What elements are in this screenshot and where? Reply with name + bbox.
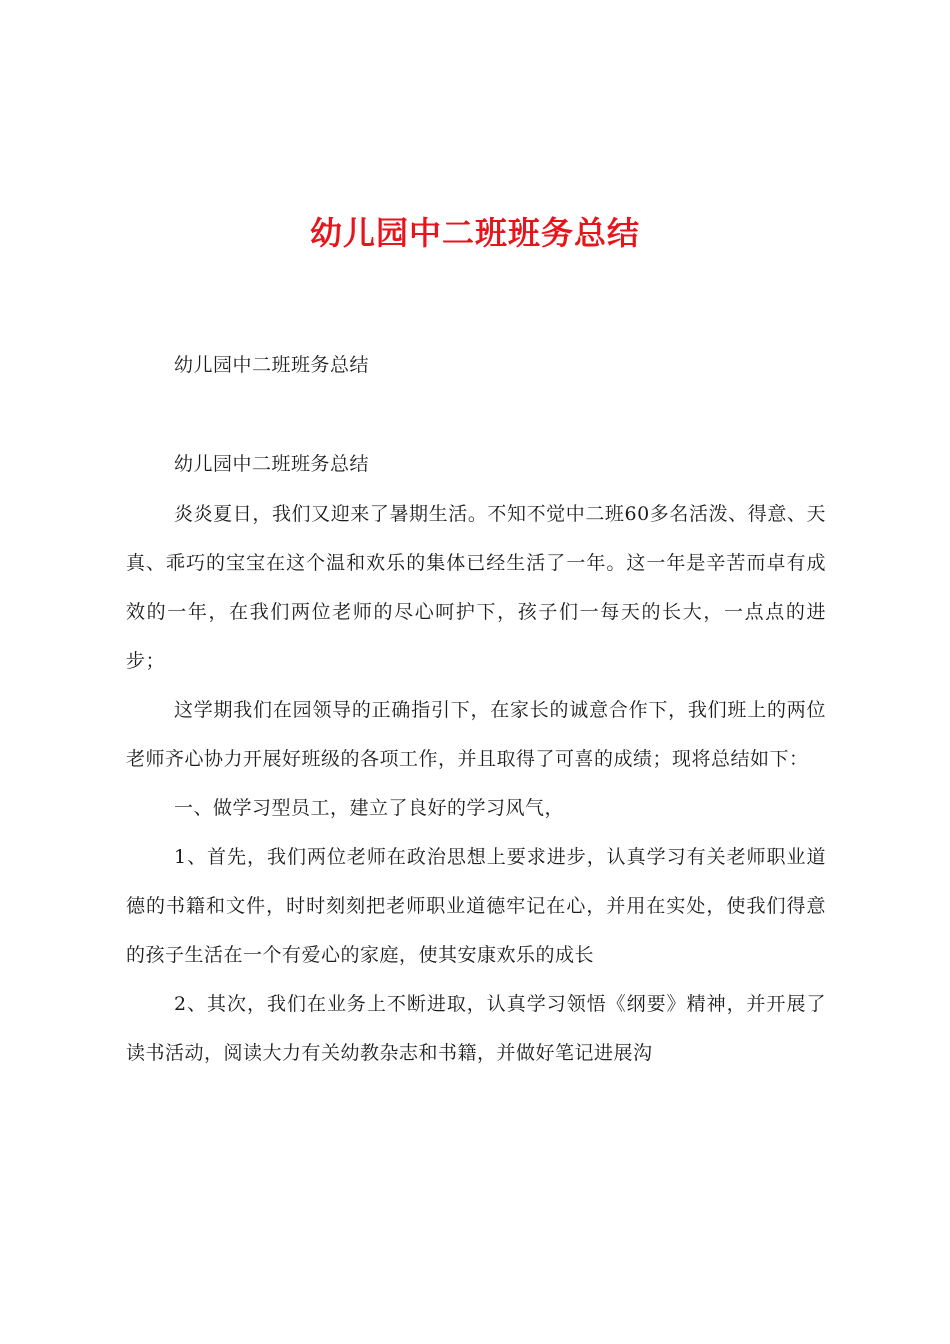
paragraph-summer-intro: 炎炎夏日，我们又迎来了暑期生活。不知不觉中二班60多名活泼、得意、天真、乖巧的宝宝在这个温和欢乐的集体已经生活了一年。这一年是辛苦而卓有成效的一年，在我们两位老师的尽心呵护下，孩子们一每天的长大，一点点的进步； [126, 503, 826, 672]
document-subtitle-2: 幼儿园中二班班务总结 [174, 453, 370, 475]
paragraph-semester-overview: 这学期我们在园领导的正确指引下，在家长的诚意合作下，我们班上的两位老师齐心协力开展好班级的各项工作，并且取得了可喜的成绩；现将总结如下： [126, 699, 826, 770]
paragraph-section-heading-1: 一、做学习型员工，建立了良好的学习风气， [174, 797, 565, 819]
document-body [126, 490, 826, 1078]
paragraph-point-2: 2、其次，我们在业务上不断进取，认真学习领悟《纲要》精神，并开展了读书活动，阅读大力有关幼教杂志和书籍，并做好笔记进展沟 [126, 993, 826, 1064]
paragraph-point-1: 1、首先，我们两位老师在政治思想上要求进步，认真学习有关老师职业道德的书籍和文件，时时刻刻把老师职业道德牢记在心，并用在实处，使我们得意的孩子生活在一个有爱心的家庭，使其安康欢乐的成长 [126, 846, 826, 966]
document-subtitle-1: 幼儿园中二班班务总结 [174, 354, 370, 376]
document-title: 幼儿园中二班班务总结 [309, 214, 640, 252]
